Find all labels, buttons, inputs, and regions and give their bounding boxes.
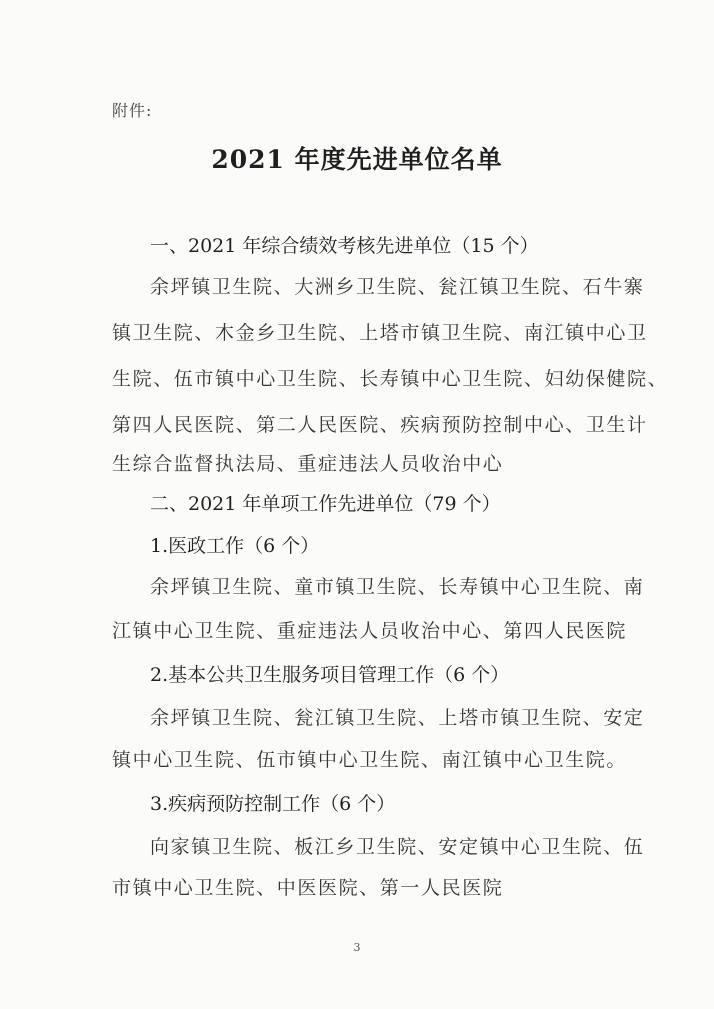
section-1-line: 第四人民医院、第二人民医院、疾病预防控制中心、卫生计 xyxy=(112,414,648,436)
section-1-heading: 一、2021 年综合绩效考核先进单位（15 个） xyxy=(150,235,539,257)
subsection-heading-disease-control: 3.疾病预防控制工作（6 个） xyxy=(150,793,396,815)
subsection-line: 余坪镇卫生院、瓮江镇卫生院、上塔市镇卫生院、安定 xyxy=(150,707,645,729)
subsection-line: 向家镇卫生院、板江乡卫生院、安定镇中心卫生院、伍 xyxy=(150,836,645,858)
page-number: 3 xyxy=(353,941,361,954)
document-title: 2021 年度先进单位名单 xyxy=(211,145,503,174)
subsection-heading-public-health: 2.基本公共卫生服务项目管理工作（6 个） xyxy=(150,664,510,686)
subsection-line: 江镇中心卫生院、重症违法人员收治中心、第四人民医院 xyxy=(112,620,628,642)
subsection-line: 镇中心卫生院、伍市镇中心卫生院、南江镇中心卫生院。 xyxy=(112,749,628,771)
subsection-line: 市镇中心卫生院、中医医院、第一人民医院 xyxy=(112,877,504,899)
section-1-line: 余坪镇卫生院、大洲乡卫生院、瓮江镇卫生院、石牛寨 xyxy=(150,276,645,298)
section-2-heading: 二、2021 年单项工作先进单位（79 个） xyxy=(150,493,501,515)
subsection-line: 余坪镇卫生院、童市镇卫生院、长寿镇中心卫生院、南 xyxy=(150,576,645,598)
section-1-line: 镇卫生院、木金乡卫生院、上塔市镇卫生院、南江镇中心卫 xyxy=(112,322,648,344)
section-1-line: 生综合监督执法局、重症违法人员收治中心 xyxy=(112,453,504,475)
attachment-label: 附件: xyxy=(112,101,153,120)
subsection-heading-medical: 1.医政工作（6 个） xyxy=(150,535,320,557)
section-1-line: 生院、伍市镇中心卫生院、长寿镇中心卫生院、妇幼保健院、 xyxy=(112,368,669,390)
